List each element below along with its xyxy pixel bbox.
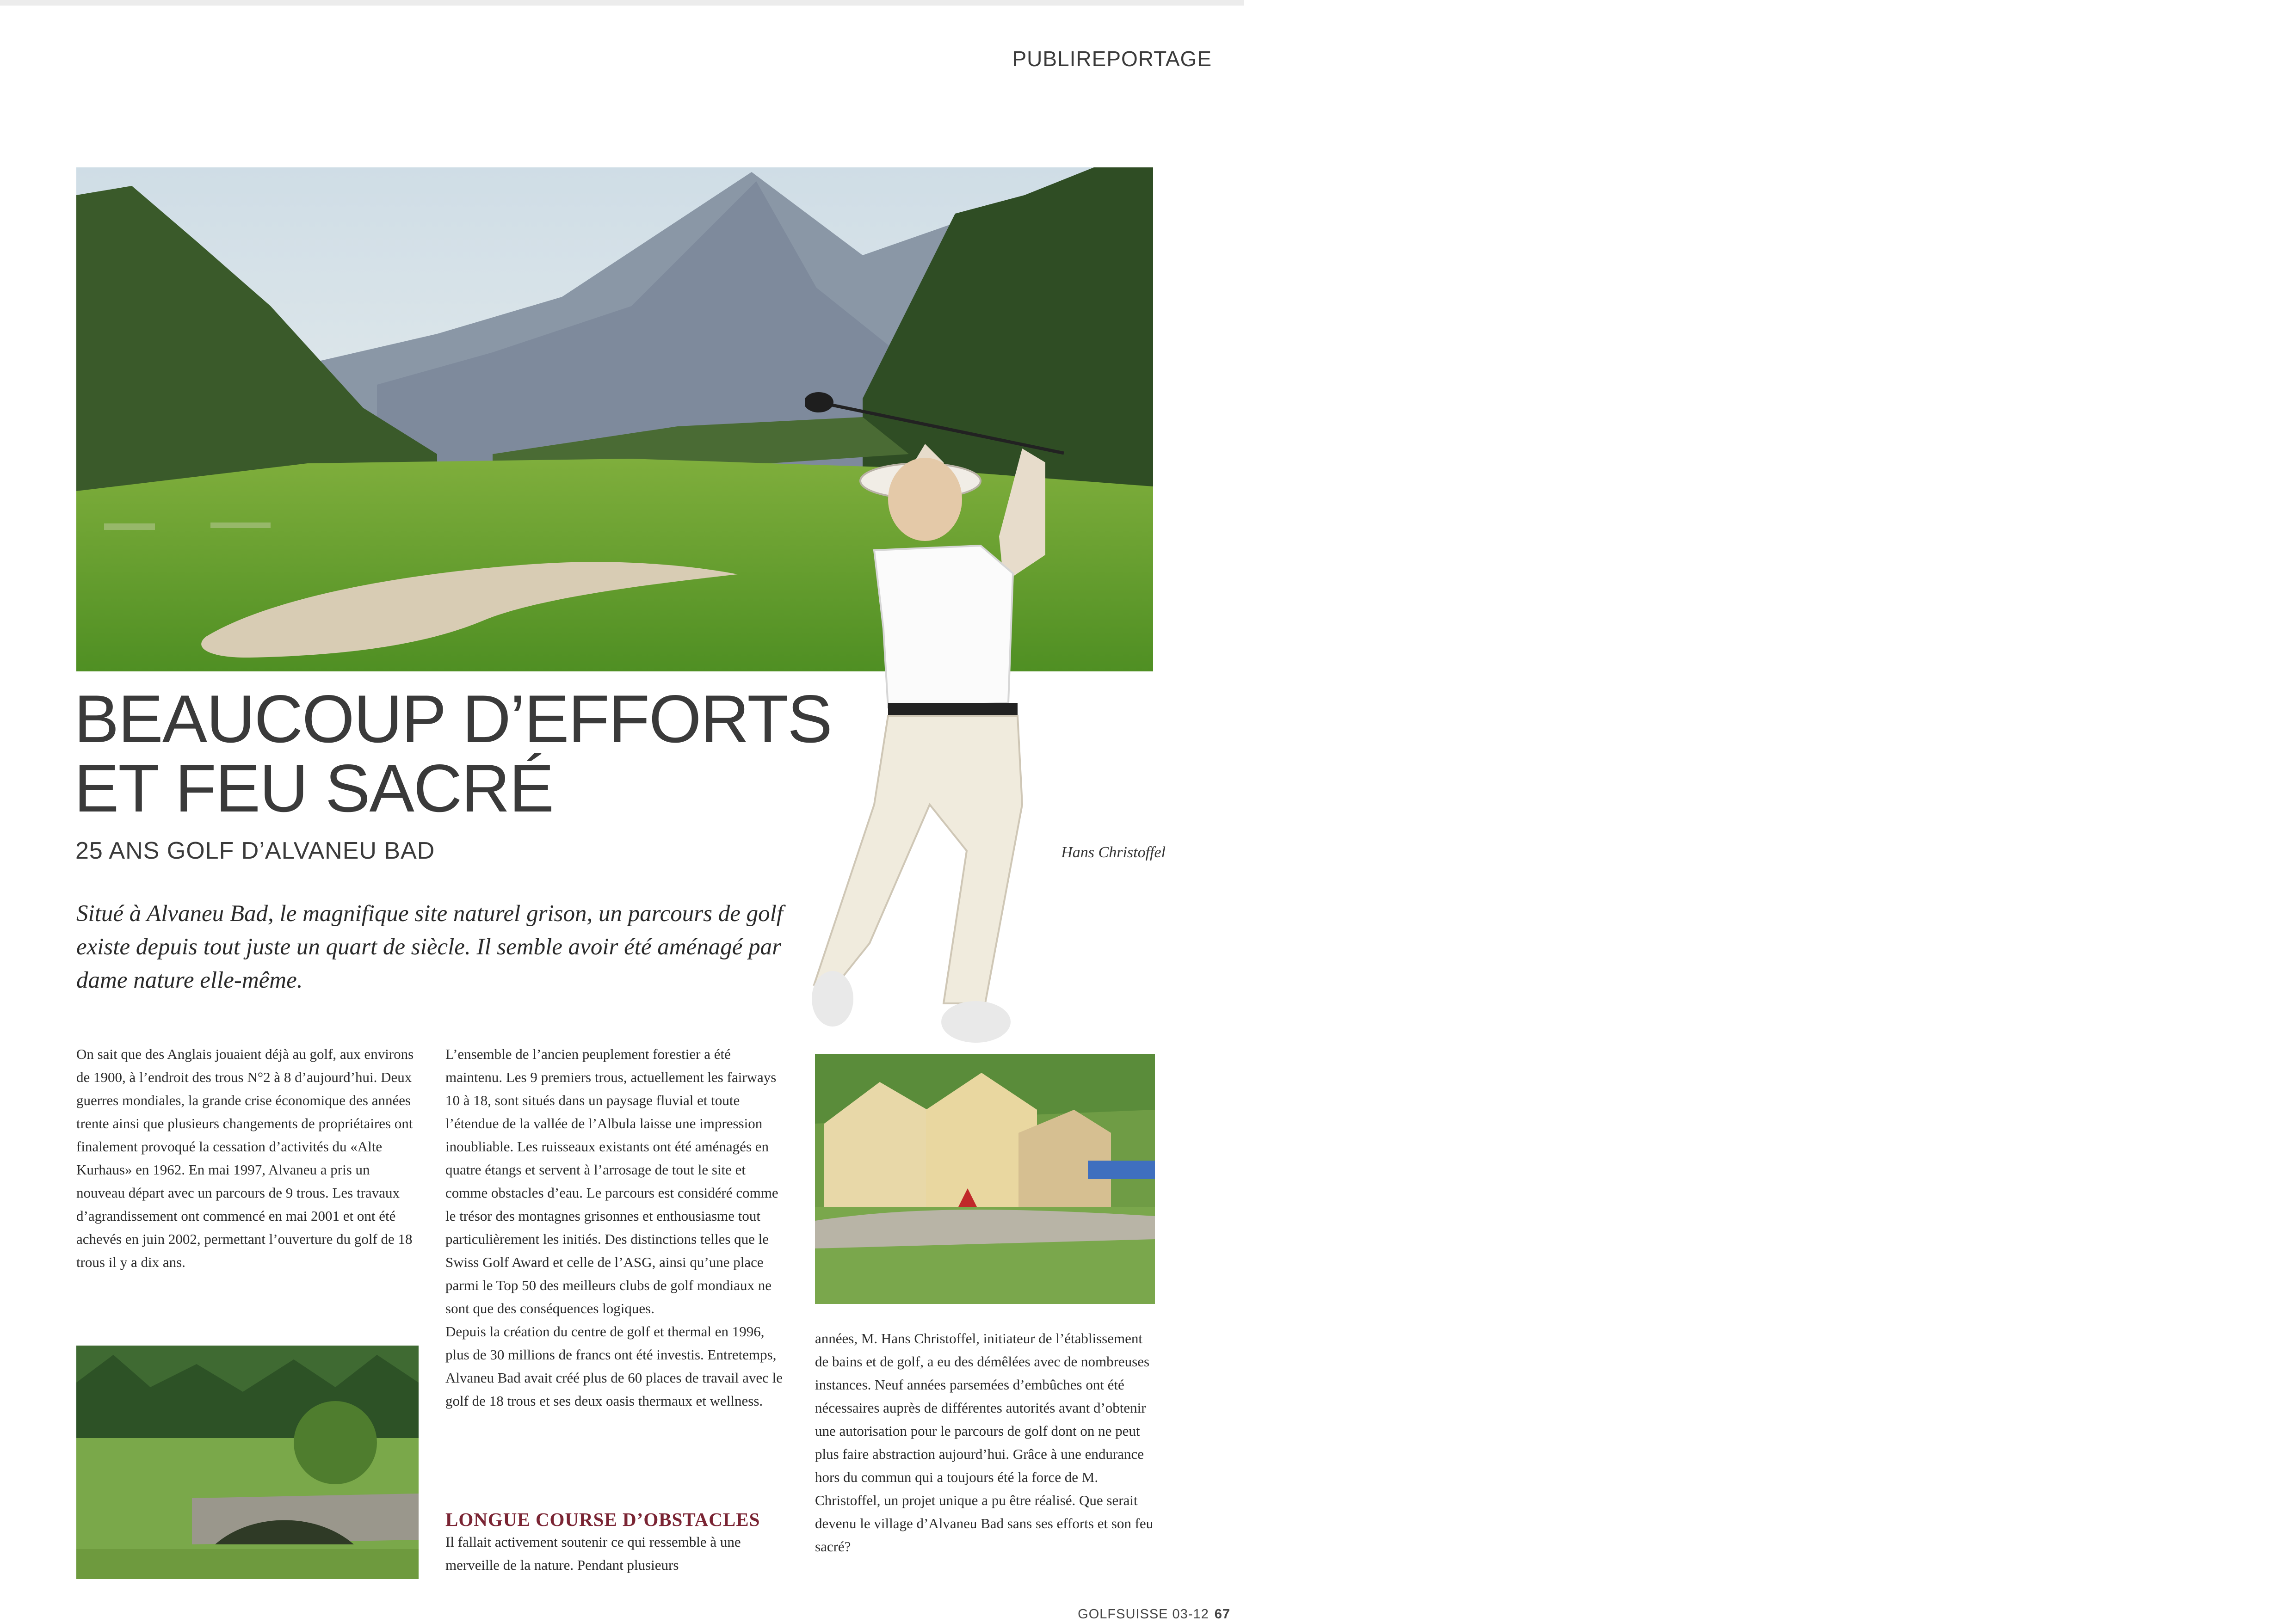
photo-caption: Hans Christoffel [1061,844,1166,861]
column-2-paragraph-1: L’ensemble de l’ancien peuplement forestier a été maintenu. Les 9 premiers trous, actuellement les fairways 10 à 18, sont situés dans un paysage fluvial et toute l’étendue de la vallée de l’Albula laisse une impression inoubliable. Les ruisseaux existants ont été aménagés en quatre étangs et servent à l’arrosage de tout le site et comme obstacles d’eau. Le parcours est considéré comme le trésor des montagnes grisonnes et enthousiasme tout particulièrement les initiés. Des distinctions telles que le Swiss Golf Award et celle de l’ASG, ainsi qu’une place parmi le Top 50 des meilleurs clubs de golf mondiaux ne sont que des conséquences logiques. [445,1046,778,1316]
lead-paragraph: Situé à Alvaneu Bad, le magnifique site naturel grison, un parcours de golf existe depuis tout juste un quart de siècle. Il semble avoir été aménagé par dame nature elle-même. [76,901,783,993]
magazine-issue: GOLFSUISSE 03-12 [1078,1607,1209,1622]
column-2-paragraph-3: Il fallait activement soutenir ce qui ressemble à une merveille de la nature. Pendant plusieurs [445,1534,741,1573]
column-2-paragraph-2: Depuis la création du centre de golf et thermal en 1996, plus de 30 millions de francs ont été investis. Entretemps, Alvaneu Bad avait créé plus de 60 places de travail avec le golf de 18 trous et ses deux oasis thermaux et wellness. [445,1323,783,1409]
column-2 [445,1043,788,1413]
scan-edge [0,0,1244,6]
title-line-2: ET FEU SACRÉ [74,750,554,826]
section-subheading: LONGUE COURSE D’OBSTACLES [445,1509,760,1530]
page-number: 67 [1214,1607,1230,1622]
column-1 [76,1043,421,1274]
column-2-continued [445,1531,788,1577]
column-3 [815,1327,1157,1558]
column-3-text: années, M. Hans Christoffel, initiateur de l’établissement de bains et de golf, a eu des démêlées avec de nombreuses instances. Neuf années parsemées d’embûches ont été nécessaires auprès de différentes autorités avant d’obtenir une autorisation pour le parcours de golf dont on ne peut plus faire abstraction aujourd’hui. Grâce à une endurance hors du commun qui a toujours été la force de M. Christoffel, un projet unique a pu être réalisé. Que serait devenu le village d’Alvaneu Bad sans ses efforts et son feu sacré? [815,1330,1154,1555]
section-label: PUBLIREPORTAGE [1012,47,1212,71]
article-subtitle: 25 ANS GOLF D’ALVANEU BAD [75,837,435,864]
article-title [74,681,860,826]
title-line-1: BEAUCOUP D’EFFORTS [74,681,832,756]
bridge-photo [76,1346,419,1579]
page-footer [1018,1607,1230,1622]
hotel-photo [815,1054,1155,1304]
column-1-text: On sait que des Anglais jouaient déjà au golf, aux environs de 1900, à l’endroit des trous N°2 à 8 d’aujourd’hui. Deux guerres mondiales, la grande crise économique des années trente ainsi que plusieurs changements de propriétaires ont finalement provoqué la cessation d’activités du «Alte Kurhaus» en 1962. En mai 1997, Alvaneu a pris un nouveau départ avec un parcours de 9 trous. Les travaux d’agrandissement ont commencé en mai 2001 et ont été achevés en juin 2002, permettant l’ouverture du golf de 18 trous il y a dix ans. [76,1046,414,1270]
